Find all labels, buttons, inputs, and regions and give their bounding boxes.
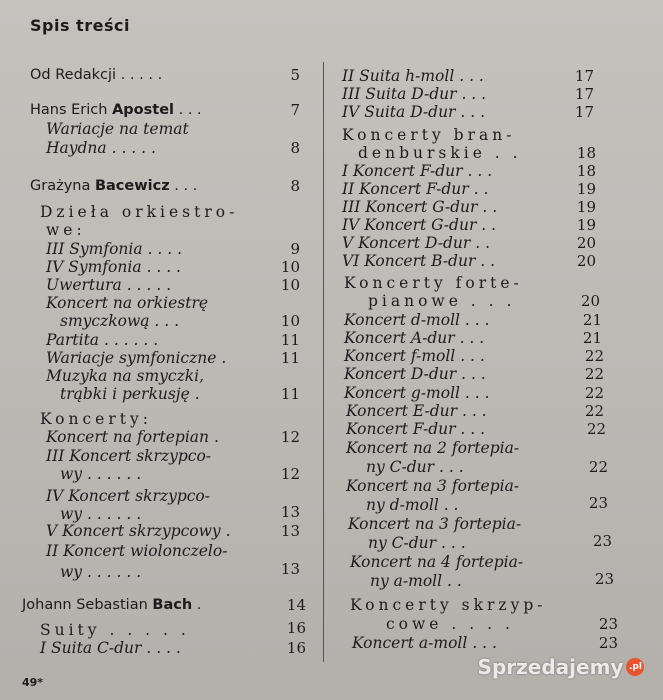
work-title: trąbki i perkusję . xyxy=(60,385,200,403)
work-title: wy . . . . . . xyxy=(60,563,142,581)
section-heading: Koncerty forte- xyxy=(344,274,523,292)
watermark-logo xyxy=(472,652,650,682)
work-title: Partita . . . . . . xyxy=(46,331,159,349)
signature-mark: 49* xyxy=(22,676,44,689)
composer-first-name: Grażyna xyxy=(30,178,95,194)
page-number: 23 xyxy=(598,615,618,633)
work-title: Koncert E-dur . . . xyxy=(346,402,487,420)
page-number: 12 xyxy=(280,428,300,446)
section-heading: Dzieła orkiestro- xyxy=(40,203,239,221)
composer-first-name: Johann Sebastian xyxy=(22,597,153,613)
work-title: wy . . . . . . xyxy=(60,465,142,483)
work-title: I Suita C-dur . . . . xyxy=(40,639,181,657)
work-title: Koncert A-dur . . . xyxy=(344,329,485,347)
page-number: 23 xyxy=(592,532,612,550)
page-number: 21 xyxy=(582,329,602,347)
page-number: 22 xyxy=(588,458,608,476)
work-title: I Koncert F-dur . . . xyxy=(342,162,493,180)
composer-last-name: Bach xyxy=(152,597,193,613)
page-number: 10 xyxy=(280,312,300,330)
toc-entry: Od Redakcji . . . . . xyxy=(30,67,163,83)
work-title: III Symfonia . . . . xyxy=(46,240,183,258)
work-title: wy . . . . . . xyxy=(60,505,142,523)
section-heading: denburskie . . xyxy=(358,144,522,162)
work-title: Haydna . . . . . xyxy=(46,139,156,157)
watermark-badge: .pl xyxy=(626,658,644,676)
composer-last-name: Apostel xyxy=(112,102,175,118)
work-title: Muzyka na smyczki, xyxy=(46,367,205,385)
page-number: 14 xyxy=(286,596,306,614)
work-title: III Koncert skrzypco- xyxy=(46,447,212,465)
page-number: 22 xyxy=(584,384,604,402)
page-number: 13 xyxy=(280,560,300,578)
page-number: 23 xyxy=(594,570,614,588)
page-number: 17 xyxy=(574,67,594,85)
work-title: III Suita D-dur . . . xyxy=(342,85,487,103)
page-number: 11 xyxy=(280,331,300,349)
composer-entry xyxy=(22,596,201,614)
page-number: 23 xyxy=(588,494,608,512)
work-title: ny C-dur . . . xyxy=(368,534,466,552)
work-title: II Suita h-moll . . . xyxy=(342,67,484,85)
work-title: Koncert f-moll . . . xyxy=(344,347,485,365)
section-heading: pianowe . . . xyxy=(368,292,516,310)
work-title: ny C-dur . . . xyxy=(366,458,464,476)
page-number: 17 xyxy=(574,85,594,103)
section-heading: we: xyxy=(46,221,86,239)
work-title: II Koncert F-dur . . xyxy=(342,180,489,198)
work-title: V Koncert skrzypcowy . xyxy=(46,522,231,540)
work-title: V Koncert D-dur . . xyxy=(342,234,490,252)
work-title: IV Suita D-dur . . . xyxy=(342,103,486,121)
work-title: Koncert d-moll . . . xyxy=(344,311,490,329)
composer-entry xyxy=(30,177,197,195)
work-title: Koncert na 4 fortepia- xyxy=(350,553,524,571)
work-title: Koncert g-moll . . . xyxy=(344,384,490,402)
page-number: 23 xyxy=(598,634,618,652)
section-heading: cowe . . . . xyxy=(386,615,514,633)
page-number: 20 xyxy=(580,292,600,310)
page-number: 19 xyxy=(576,216,596,234)
work-title: Koncert na 3 fortepia- xyxy=(346,477,520,495)
work-title: II Koncert wiolonczelo- xyxy=(46,542,228,560)
page-number: 10 xyxy=(280,258,300,276)
page-number: 16 xyxy=(286,639,306,657)
page-number: 18 xyxy=(576,144,596,162)
page-number: 11 xyxy=(280,349,300,367)
work-title: Koncert na orkiestrę xyxy=(46,294,209,312)
page-number: 8 xyxy=(290,177,300,195)
page-number: 22 xyxy=(584,365,604,383)
leader-dots: . . . xyxy=(169,178,198,194)
work-title: Koncert na 2 fortepia- xyxy=(346,439,520,457)
page-number: 20 xyxy=(576,234,596,252)
work-title: Koncert F-dur . . . xyxy=(346,420,486,438)
work-title: Wariacje na temat xyxy=(46,120,189,138)
page-number: 12 xyxy=(280,465,300,483)
page-number: 13 xyxy=(280,522,300,540)
work-title: smyczkową . . . xyxy=(60,312,180,330)
page-number: 7 xyxy=(290,101,300,119)
work-title: IV Koncert skrzypco- xyxy=(46,487,210,505)
section-heading: Suity . . . . . xyxy=(40,621,190,639)
work-title: Koncert na 3 fortepia- xyxy=(348,515,522,533)
page-number: 10 xyxy=(280,276,300,294)
work-title: Koncert D-dur . . . xyxy=(344,365,486,383)
page-number: 20 xyxy=(576,252,596,270)
work-title: VI Koncert B-dur . . xyxy=(342,252,496,270)
page-number: 19 xyxy=(576,180,596,198)
page-number: 5 xyxy=(290,66,300,84)
work-title: ny d-moll . . xyxy=(366,496,459,514)
work-title: Koncert na fortepian . xyxy=(46,428,219,446)
section-heading: Koncerty bran- xyxy=(342,126,516,144)
page-number: 17 xyxy=(574,103,594,121)
column-divider xyxy=(323,62,324,662)
page-number: 22 xyxy=(584,347,604,365)
work-title: III Koncert G-dur . . xyxy=(342,198,498,216)
composer-entry xyxy=(30,101,202,119)
page-number: 11 xyxy=(280,385,300,403)
work-title: Uwertura . . . . . xyxy=(46,276,172,294)
work-title: IV Symfonia . . . . xyxy=(46,258,181,276)
page-number: 18 xyxy=(576,162,596,180)
work-title: IV Koncert G-dur . . xyxy=(342,216,497,234)
page-number: 22 xyxy=(586,420,606,438)
leader-dots: . . . xyxy=(174,102,202,118)
composer-first-name: Hans Erich xyxy=(30,102,113,118)
work-title: ny a-moll . . xyxy=(370,572,462,590)
section-heading: Koncerty: xyxy=(40,410,152,428)
section-heading: Koncerty skrzyp- xyxy=(350,596,547,614)
page-title: Spis treści xyxy=(30,16,130,35)
page-number: 22 xyxy=(584,402,604,420)
composer-last-name: Bacewicz xyxy=(94,178,170,194)
work-title: Wariacje symfoniczne . xyxy=(46,349,227,367)
page-number: 8 xyxy=(290,139,300,157)
page-number: 19 xyxy=(576,198,596,216)
page-number: 16 xyxy=(286,619,306,637)
page-number: 21 xyxy=(582,311,602,329)
leader-dots: . xyxy=(192,597,202,613)
watermark-text: Sprzedajemy xyxy=(477,655,624,679)
page-number: 13 xyxy=(280,503,300,521)
page-number: 9 xyxy=(290,240,300,258)
work-title: Koncert a-moll . . . xyxy=(352,634,497,652)
